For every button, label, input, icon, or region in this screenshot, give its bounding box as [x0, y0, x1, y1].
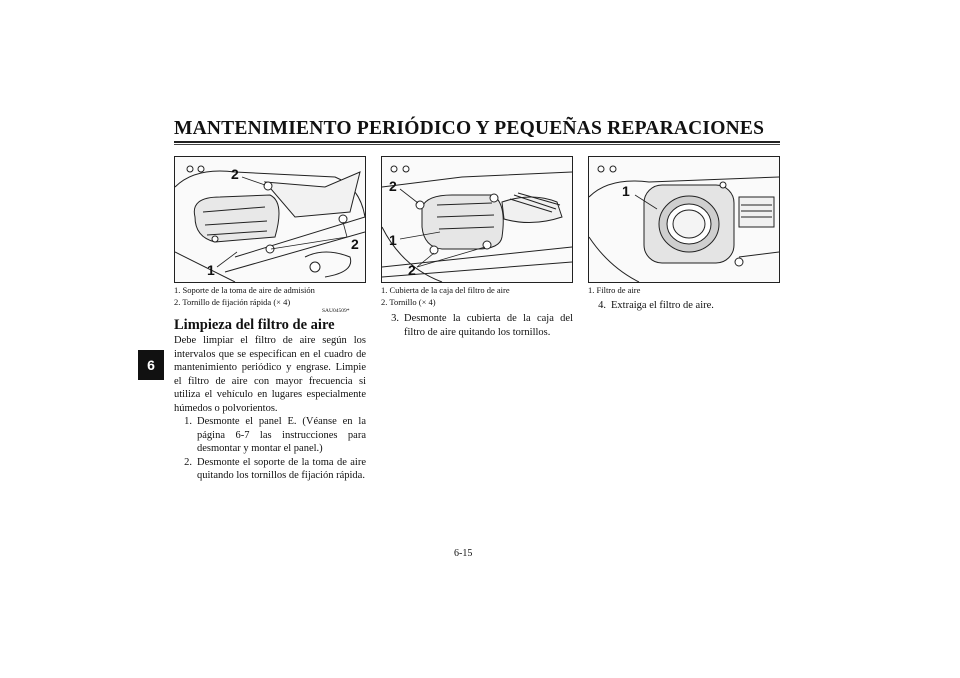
- air-intake-illustration: [175, 157, 365, 282]
- caption-line: 1. Filtro de aire: [588, 285, 641, 295]
- step-text: Extraiga el filtro de aire.: [611, 300, 714, 311]
- column-2-text: [381, 312, 573, 339]
- step-1: [174, 415, 366, 456]
- step-text: Desmonte la cubierta de la caja del filtro de aire quitando los tornillos.: [404, 313, 573, 338]
- caption-line: 1. Soporte de la toma de aire de admisión: [174, 285, 315, 295]
- column-3-text: [588, 299, 780, 313]
- step-number: 1.: [184, 416, 192, 427]
- chapter-tab: 6: [138, 350, 164, 380]
- caption-line: 2. Tornillo (× 4): [381, 297, 436, 307]
- filter-cover-illustration: [382, 157, 572, 282]
- callout-2-top: 2: [231, 166, 239, 182]
- section-heading: Limpieza del filtro de aire: [174, 317, 335, 333]
- page-title: MANTENIMIENTO PERIÓDICO Y PEQUEÑAS REPARACIONES: [174, 118, 765, 139]
- section-code: SAU04509*: [322, 308, 350, 314]
- column-1-text: [174, 334, 366, 483]
- figure-3-captions: [588, 284, 640, 296]
- intro-paragraph: Debe limpiar el filtro de aire según los intervalos que se especifican en el cuadro de mantenimiento periódico y engrase. Limpie el filtro de aire con mayor frecuencia si utiliza el vehículo en lugares especialmente húmedos o polvorientos.: [174, 335, 366, 414]
- page-number: 6-15: [454, 548, 473, 559]
- step-number: 2.: [184, 456, 192, 468]
- callout-1: 1: [389, 232, 397, 248]
- step-4: [588, 299, 780, 313]
- header-rule: [174, 141, 780, 143]
- figure-air-filter: [588, 156, 780, 283]
- callout-1: 1: [207, 262, 215, 278]
- step-3: [381, 312, 573, 339]
- air-filter-illustration: [589, 157, 779, 282]
- callout-2-right: 2: [351, 236, 359, 252]
- step-text: Desmonte el soporte de la toma de aire quitando los tornillos de fijación rápida.: [197, 456, 366, 481]
- step-number: 4.: [598, 300, 606, 311]
- step-text: Desmonte el panel E. (Véanse en la página 6-7 las instrucciones para desmontar y montar el panel.): [197, 416, 366, 454]
- figure-air-filter-cover: [381, 156, 573, 283]
- caption-line: 2. Tornillo de fijación rápida (× 4): [174, 297, 291, 307]
- step-number: 3.: [391, 313, 399, 324]
- figure-air-intake-bracket: [174, 156, 366, 283]
- header-rule-thin: [174, 144, 780, 145]
- figure-2-captions: [381, 284, 510, 308]
- callout-1: 1: [622, 183, 630, 199]
- figure-1-captions: [174, 284, 315, 308]
- callout-2-top: 2: [389, 178, 397, 194]
- step-2: [174, 456, 366, 483]
- callout-2-bottom: 2: [408, 262, 416, 278]
- caption-line: 1. Cubierta de la caja del filtro de aire: [381, 285, 510, 295]
